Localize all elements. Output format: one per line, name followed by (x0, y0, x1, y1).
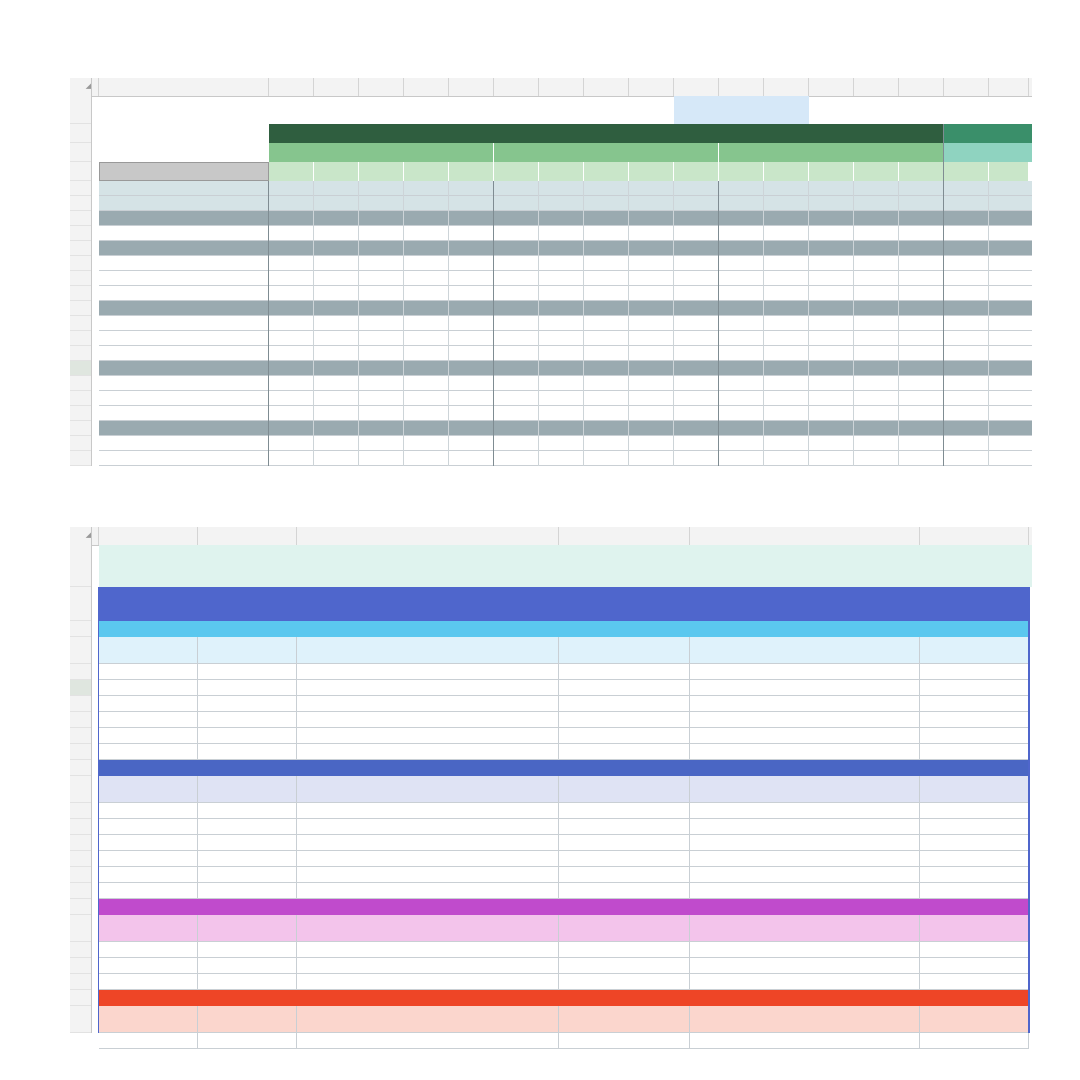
column-header-c[interactable] (269, 78, 314, 96)
section-bar-google-plus (99, 990, 1029, 1006)
table-cell[interactable] (198, 835, 297, 851)
month-header-february (494, 143, 719, 162)
row-header-6[interactable] (70, 196, 91, 211)
column-heading[interactable] (690, 915, 920, 942)
table-border-left (98, 587, 99, 1033)
table-cell[interactable] (690, 680, 920, 696)
table-cell[interactable] (198, 680, 297, 696)
column-heading[interactable] (99, 915, 198, 942)
row-header-2[interactable] (70, 587, 91, 621)
row-header-17[interactable] (70, 867, 91, 883)
column-heading[interactable] (198, 1006, 297, 1033)
grid-vline (448, 181, 449, 466)
row-header-12[interactable] (70, 286, 91, 301)
row-band (99, 316, 1032, 331)
row-header-8[interactable] (70, 712, 91, 728)
row-header-14[interactable] (70, 316, 91, 331)
table-cell[interactable] (198, 819, 297, 835)
row-header-24[interactable] (70, 990, 91, 1006)
day-cell[interactable] (944, 162, 989, 181)
day-cell[interactable] (899, 162, 944, 181)
table-cell[interactable] (297, 958, 559, 974)
column-header-f[interactable] (404, 78, 449, 96)
row-header-16[interactable] (70, 851, 91, 867)
table-cell[interactable] (99, 744, 198, 760)
column-heading[interactable] (690, 776, 920, 803)
column-header-d[interactable] (297, 527, 559, 545)
table-cell[interactable] (920, 680, 1029, 696)
column-heading[interactable] (198, 915, 297, 942)
column-heading[interactable] (99, 776, 198, 803)
row-header-3[interactable] (70, 621, 91, 637)
table-cell[interactable] (559, 867, 690, 883)
grid-vline (538, 181, 539, 466)
column-header-b[interactable] (99, 527, 198, 545)
table-cell[interactable] (99, 1033, 198, 1049)
row-header-10[interactable] (70, 256, 91, 271)
table-cell[interactable] (559, 851, 690, 867)
row-header-18[interactable] (70, 883, 91, 899)
column-heading[interactable] (297, 637, 559, 664)
column-heading[interactable] (297, 1006, 559, 1033)
row-header-bar (70, 545, 92, 1033)
row-band (99, 256, 1032, 271)
table-cell[interactable] (920, 712, 1029, 728)
date-prompt-cell[interactable] (99, 162, 269, 181)
row-header-23[interactable] (70, 974, 91, 990)
table-cell[interactable] (99, 696, 198, 712)
row-band (99, 421, 1032, 436)
row-header-22[interactable] (70, 436, 91, 451)
table-cell[interactable] (920, 958, 1029, 974)
row-band (99, 376, 1032, 391)
table-cell[interactable] (559, 680, 690, 696)
grid-vline (673, 181, 674, 466)
table-cell[interactable] (559, 1033, 690, 1049)
table-cell[interactable] (297, 744, 559, 760)
row-band (99, 436, 1032, 451)
column-header-g[interactable] (449, 78, 494, 96)
row-header-20[interactable] (70, 915, 91, 942)
table-cell[interactable] (297, 835, 559, 851)
row-band (99, 451, 1032, 466)
table-cell[interactable] (99, 680, 198, 696)
table-cell[interactable] (99, 803, 198, 819)
column-heading[interactable] (99, 637, 198, 664)
table-cell[interactable] (920, 728, 1029, 744)
day-cell[interactable] (764, 162, 809, 181)
column-heading[interactable] (559, 915, 690, 942)
column-header-k[interactable] (629, 78, 674, 96)
column-header-bar (70, 527, 1032, 546)
month-header-march (719, 143, 944, 162)
row-header-5[interactable] (70, 664, 91, 680)
table-cell[interactable] (99, 958, 198, 974)
section-bar-twitter (99, 621, 1029, 637)
table-cell[interactable] (297, 819, 559, 835)
row-header-20[interactable] (70, 406, 91, 421)
quarter-header (269, 124, 944, 143)
column-header-b[interactable] (99, 78, 269, 96)
table-cell[interactable] (559, 664, 690, 680)
row-header-bar (70, 96, 92, 466)
row-header-9[interactable] (70, 728, 91, 744)
row-band (99, 331, 1032, 346)
grid-vline (988, 181, 989, 466)
row-header-22[interactable] (70, 958, 91, 974)
table-cell[interactable] (690, 696, 920, 712)
day-cell[interactable] (629, 162, 674, 181)
row-header-7[interactable] (70, 696, 91, 712)
row-header-19[interactable] (70, 391, 91, 406)
table-cell[interactable] (198, 942, 297, 958)
table-cell[interactable] (690, 867, 920, 883)
column-header-n[interactable] (764, 78, 809, 96)
day-cell[interactable] (494, 162, 539, 181)
table-cell[interactable] (559, 883, 690, 899)
table-cell[interactable] (920, 867, 1029, 883)
row-header-2[interactable] (70, 124, 91, 143)
row-header-4[interactable] (70, 637, 91, 664)
table-cell[interactable] (920, 835, 1029, 851)
row-header-10[interactable] (70, 744, 91, 760)
table-cell[interactable] (198, 744, 297, 760)
column-heading[interactable] (559, 776, 690, 803)
table-cell[interactable] (297, 728, 559, 744)
table-cell[interactable] (920, 942, 1029, 958)
row-band (99, 181, 1032, 196)
row-header-13[interactable] (70, 301, 91, 316)
column-header-d[interactable] (314, 78, 359, 96)
table-cell[interactable] (198, 1033, 297, 1049)
column-header-l[interactable] (674, 78, 719, 96)
row-header-7[interactable] (70, 211, 91, 226)
table-cell[interactable] (690, 851, 920, 867)
social-media-calendar-sheet (70, 527, 1032, 1058)
day-cell[interactable] (584, 162, 629, 181)
table-cell[interactable] (690, 712, 920, 728)
row-header-12[interactable] (70, 776, 91, 803)
table-cell[interactable] (99, 883, 198, 899)
row-header-17[interactable] (70, 361, 91, 376)
table-cell[interactable] (297, 803, 559, 819)
grid-vline (628, 181, 629, 466)
table-cell[interactable] (99, 974, 198, 990)
table-cell[interactable] (198, 803, 297, 819)
table-cell[interactable] (559, 942, 690, 958)
column-heading[interactable] (920, 1006, 1029, 1033)
column-heading[interactable] (198, 776, 297, 803)
table-cell[interactable] (198, 696, 297, 712)
row-header-1[interactable] (70, 545, 91, 587)
day-cell[interactable] (674, 162, 719, 181)
column-header-s[interactable] (989, 78, 1029, 96)
day-cell[interactable] (269, 162, 314, 181)
table-cell[interactable] (99, 867, 198, 883)
row-band (99, 196, 1032, 211)
table-cell[interactable] (690, 835, 920, 851)
row-header-25[interactable] (70, 1006, 91, 1033)
table-cell[interactable] (297, 664, 559, 680)
day-cell[interactable] (854, 162, 899, 181)
table-cell[interactable] (198, 728, 297, 744)
day-banner (99, 587, 1029, 621)
row-header-8[interactable] (70, 226, 91, 241)
table-cell[interactable] (920, 696, 1029, 712)
column-header-o[interactable] (809, 78, 854, 96)
table-cell[interactable] (690, 664, 920, 680)
column-heading[interactable] (99, 1006, 198, 1033)
table-cell[interactable] (559, 819, 690, 835)
row-header-3[interactable] (70, 143, 91, 162)
section-bar-instagram (99, 899, 1029, 915)
table-cell[interactable] (920, 803, 1029, 819)
table-cell[interactable] (690, 883, 920, 899)
table-cell[interactable] (690, 803, 920, 819)
grid-vline (853, 181, 854, 466)
day-cell[interactable] (989, 162, 1029, 181)
column-heading[interactable] (297, 776, 559, 803)
column-heading[interactable] (559, 1006, 690, 1033)
row-band (99, 241, 1032, 256)
column-heading[interactable] (198, 637, 297, 664)
column-header-g[interactable] (920, 527, 1029, 545)
column-header-m[interactable] (719, 78, 764, 96)
table-cell[interactable] (559, 712, 690, 728)
table-cell[interactable] (920, 974, 1029, 990)
select-all-corner[interactable]: ◢ (70, 527, 92, 546)
row-header-21[interactable] (70, 942, 91, 958)
column-header-h[interactable] (494, 78, 539, 96)
table-cell[interactable] (198, 883, 297, 899)
section-bar-facebook (99, 760, 1029, 776)
table-cell[interactable] (297, 680, 559, 696)
row-header-21[interactable] (70, 421, 91, 436)
table-cell[interactable] (198, 712, 297, 728)
column-heading[interactable] (297, 915, 559, 942)
row-band (99, 406, 1032, 421)
table-cell[interactable] (99, 712, 198, 728)
row-band (99, 391, 1032, 406)
table-cell[interactable] (559, 728, 690, 744)
column-header-r[interactable] (944, 78, 989, 96)
grid-vline (808, 181, 809, 466)
day-cell[interactable] (449, 162, 494, 181)
table-cell[interactable] (559, 744, 690, 760)
grid-vline (403, 181, 404, 466)
table-cell[interactable] (559, 835, 690, 851)
row-band (99, 346, 1032, 361)
table-cell[interactable] (297, 867, 559, 883)
row-header-14[interactable] (70, 819, 91, 835)
row-band (99, 301, 1032, 316)
row-header-6[interactable] (70, 680, 91, 696)
column-header-a[interactable] (91, 78, 99, 96)
table-cell[interactable] (99, 942, 198, 958)
select-all-corner[interactable]: ◢ (70, 78, 92, 97)
table-cell[interactable] (99, 819, 198, 835)
row-header-1[interactable] (70, 96, 91, 124)
table-cell[interactable] (99, 664, 198, 680)
day-cell[interactable] (359, 162, 404, 181)
column-header-i[interactable] (539, 78, 584, 96)
table-cell[interactable] (690, 958, 920, 974)
table-cell[interactable] (559, 696, 690, 712)
column-header-p[interactable] (854, 78, 899, 96)
row-band (99, 226, 1032, 241)
grid-vline (358, 181, 359, 466)
row-header-23[interactable] (70, 451, 91, 466)
row-band (99, 361, 1032, 376)
row-header-11[interactable] (70, 760, 91, 776)
table-cell[interactable] (690, 974, 920, 990)
table-cell[interactable] (920, 744, 1029, 760)
table-cell[interactable] (198, 958, 297, 974)
table-cell[interactable] (920, 851, 1029, 867)
column-header-e[interactable] (359, 78, 404, 96)
row-header-19[interactable] (70, 899, 91, 915)
column-heading[interactable] (920, 915, 1029, 942)
table-cell[interactable] (920, 1033, 1029, 1049)
next-month-header (944, 143, 1032, 162)
table-cell[interactable] (297, 1033, 559, 1049)
column-header-e[interactable] (559, 527, 690, 545)
table-cell[interactable] (99, 851, 198, 867)
column-header-bar (70, 78, 1032, 97)
table-cell[interactable] (690, 942, 920, 958)
column-header-c[interactable] (198, 527, 297, 545)
row-header-18[interactable] (70, 376, 91, 391)
column-heading[interactable] (920, 776, 1029, 803)
table-cell[interactable] (198, 974, 297, 990)
grid-vline (583, 181, 584, 466)
annual-marketing-calendar-sheet (70, 78, 1032, 474)
row-header-11[interactable] (70, 271, 91, 286)
column-heading[interactable] (690, 1006, 920, 1033)
table-cell[interactable] (690, 744, 920, 760)
column-header-j[interactable] (584, 78, 629, 96)
row-header-4[interactable] (70, 162, 91, 181)
table-cell[interactable] (297, 696, 559, 712)
day-cell[interactable] (809, 162, 854, 181)
table-cell[interactable] (920, 883, 1029, 899)
column-heading[interactable] (690, 637, 920, 664)
table-cell[interactable] (297, 712, 559, 728)
table-cell[interactable] (99, 728, 198, 744)
column-header-f[interactable] (690, 527, 920, 545)
row-header-5[interactable] (70, 181, 91, 196)
row-header-16[interactable] (70, 346, 91, 361)
table-cell[interactable] (920, 819, 1029, 835)
row-header-15[interactable] (70, 331, 91, 346)
table-cell[interactable] (198, 664, 297, 680)
table-cell[interactable] (559, 974, 690, 990)
grid-vline (493, 181, 494, 466)
day-cell[interactable] (404, 162, 449, 181)
row-header-15[interactable] (70, 835, 91, 851)
table-cell[interactable] (297, 883, 559, 899)
table-cell[interactable] (297, 942, 559, 958)
table-cell[interactable] (690, 1033, 920, 1049)
grid-vline (943, 124, 944, 466)
table-cell[interactable] (297, 974, 559, 990)
table-cell[interactable] (198, 867, 297, 883)
grid-vline (898, 181, 899, 466)
table-cell[interactable] (559, 803, 690, 819)
link-cell-bg (674, 96, 809, 124)
column-heading[interactable] (920, 637, 1029, 664)
column-header-a[interactable] (91, 527, 99, 545)
month-header-january (269, 143, 494, 162)
row-header-9[interactable] (70, 241, 91, 256)
table-cell[interactable] (198, 851, 297, 867)
row-header-13[interactable] (70, 803, 91, 819)
table-cell[interactable] (297, 851, 559, 867)
table-border-right (1028, 587, 1030, 1033)
column-heading[interactable] (559, 637, 690, 664)
day-cell[interactable] (719, 162, 764, 181)
grid-vline (268, 181, 269, 466)
row-band (99, 211, 1032, 226)
grid-vline (763, 181, 764, 466)
table-cell[interactable] (99, 835, 198, 851)
row-band (99, 271, 1032, 286)
title-row-bg (99, 545, 1032, 587)
row-band (99, 286, 1032, 301)
table-cell[interactable] (559, 958, 690, 974)
next-quarter-header (944, 124, 1032, 143)
table-cell[interactable] (690, 728, 920, 744)
column-header-q[interactable] (899, 78, 944, 96)
day-cell[interactable] (539, 162, 584, 181)
grid-vline (313, 181, 314, 466)
table-cell[interactable] (690, 819, 920, 835)
day-cell[interactable] (314, 162, 359, 181)
grid-vline (718, 181, 719, 466)
table-cell[interactable] (920, 664, 1029, 680)
